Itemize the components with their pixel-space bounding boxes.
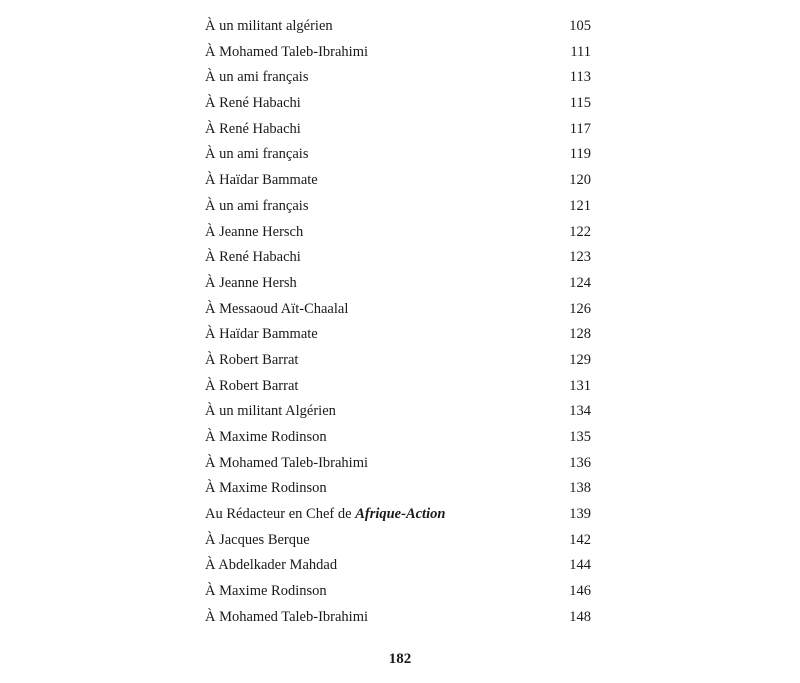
toc-entry-title-text: À Maxime Rodinson bbox=[205, 429, 327, 445]
toc-entry-title-text: À Haïdar Bammate bbox=[205, 326, 318, 343]
toc-entry-page: 124 bbox=[569, 274, 591, 291]
toc-entry-title-text: À Abdelkader Mahdad bbox=[205, 557, 338, 574]
toc-entry-page: 139 bbox=[569, 506, 591, 523]
toc-entry-title bbox=[205, 528, 559, 554]
table-of-contents bbox=[205, 14, 591, 631]
toc-entry-page: 148 bbox=[569, 608, 591, 625]
toc-entry-title bbox=[205, 297, 559, 323]
toc-entry-page: 115 bbox=[569, 95, 591, 112]
toc-entry-title bbox=[205, 245, 559, 271]
toc-entry-title bbox=[205, 271, 559, 297]
toc-entry-title bbox=[205, 220, 559, 246]
toc-entry bbox=[205, 142, 591, 168]
toc-entry-title-text: À Jacques Berque bbox=[205, 531, 310, 548]
toc-entry bbox=[205, 14, 591, 40]
toc-entry-page: 135 bbox=[569, 429, 591, 445]
toc-entry bbox=[205, 605, 591, 631]
toc-entry bbox=[205, 168, 591, 194]
toc-entry bbox=[205, 117, 591, 143]
toc-entry-page: 134 bbox=[569, 403, 591, 420]
toc-entry-title-text: À Maxime Rodinson bbox=[205, 480, 327, 497]
toc-entry bbox=[205, 91, 591, 117]
toc-entry bbox=[205, 322, 591, 348]
toc-entry-page: 144 bbox=[569, 557, 591, 574]
toc-entry-title-text: À Robert Barrat bbox=[205, 351, 299, 368]
toc-entry bbox=[205, 425, 591, 451]
toc-entry-page: 121 bbox=[569, 197, 591, 214]
toc-entry bbox=[205, 194, 591, 220]
toc-entry bbox=[205, 297, 591, 323]
toc-entry-title-emphasis: Afrique-Action bbox=[355, 506, 446, 523]
toc-entry-title bbox=[205, 40, 560, 66]
toc-entry-title-text: À Robert Barrat bbox=[205, 377, 299, 394]
toc-entry-title-text: À René Habachi bbox=[205, 249, 301, 266]
toc-entry-page: 131 bbox=[569, 377, 591, 394]
toc-entry-page: 122 bbox=[569, 223, 591, 240]
toc-entry-page: 120 bbox=[569, 172, 591, 189]
toc-entry-page: 111 bbox=[570, 43, 591, 60]
toc-entry-page: 129 bbox=[569, 351, 591, 368]
toc-entry-title bbox=[205, 399, 559, 425]
toc-entry-title bbox=[205, 476, 559, 502]
toc-entry-title-text: À un ami français bbox=[205, 146, 309, 163]
toc-entry bbox=[205, 40, 591, 66]
toc-entry-title bbox=[205, 451, 559, 477]
toc-entry bbox=[205, 476, 591, 502]
toc-entry-page: 113 bbox=[569, 69, 591, 86]
toc-entry-title bbox=[205, 605, 559, 631]
toc-entry-title bbox=[205, 374, 559, 400]
toc-entry-page: 128 bbox=[569, 326, 591, 343]
toc-entry-title bbox=[205, 142, 560, 168]
toc-entry-title bbox=[205, 553, 559, 579]
page-number: 182 bbox=[388, 651, 412, 667]
toc-entry-title bbox=[205, 322, 559, 348]
toc-entry-title bbox=[205, 579, 559, 605]
toc-entry bbox=[205, 502, 591, 528]
toc-entry-page: 138 bbox=[569, 480, 591, 497]
toc-entry-title-text: À Maxime Rodinson bbox=[205, 583, 327, 600]
toc-entry-page: 119 bbox=[569, 146, 591, 163]
toc-entry-title-text: À Mohamed Taleb-Ibrahimi bbox=[205, 454, 369, 471]
toc-entry bbox=[205, 220, 591, 246]
toc-entry bbox=[205, 451, 591, 477]
toc-entry-title bbox=[205, 194, 559, 220]
toc-entry-title-text: À Messaoud Aït-Chaalal bbox=[205, 300, 349, 317]
toc-entry bbox=[205, 65, 591, 91]
toc-entry-page: 123 bbox=[569, 249, 591, 266]
toc-entry-title bbox=[205, 425, 559, 451]
toc-entry-page: 136 bbox=[569, 454, 591, 471]
toc-entry-title bbox=[205, 117, 560, 143]
toc-entry-title bbox=[205, 348, 559, 374]
toc-entry bbox=[205, 399, 591, 425]
toc-entry-title-text: À un militant algérien bbox=[205, 18, 333, 34]
toc-entry-title-text: À Haïdar Bammate bbox=[205, 172, 318, 189]
toc-entry-title-text: À René Habachi bbox=[205, 120, 301, 137]
toc-entry-title-text: À Mohamed Taleb-Ibrahimi bbox=[205, 43, 369, 60]
toc-entry-title-text: Au Rédacteur en Chef de bbox=[205, 506, 356, 523]
toc-entry-title bbox=[205, 14, 559, 40]
toc-entry-title-text: À un ami français bbox=[205, 197, 309, 214]
toc-entry bbox=[205, 579, 591, 605]
toc-entry-title-text: À Jeanne Hersch bbox=[205, 223, 304, 240]
toc-entry-page: 105 bbox=[569, 18, 591, 34]
toc-entry bbox=[205, 553, 591, 579]
toc-entry bbox=[205, 374, 591, 400]
toc-entry-title bbox=[205, 502, 559, 528]
toc-entry-title-text: À un ami français bbox=[205, 69, 309, 86]
toc-entry bbox=[205, 245, 591, 271]
toc-entry-page: 146 bbox=[569, 583, 591, 600]
toc-entry-title bbox=[205, 91, 560, 117]
toc-entry-title-text: À René Habachi bbox=[205, 95, 301, 112]
toc-entry-title-text: À Jeanne Hersh bbox=[205, 274, 297, 291]
toc-entry-title bbox=[205, 65, 560, 91]
toc-entry-page: 126 bbox=[569, 300, 591, 317]
toc-entry-title-text: À un militant Algérien bbox=[205, 403, 336, 420]
toc-entry-title bbox=[205, 168, 559, 194]
toc-entry bbox=[205, 271, 591, 297]
toc-entry-page: 117 bbox=[569, 120, 591, 137]
toc-entry-page: 142 bbox=[569, 531, 591, 548]
toc-entry bbox=[205, 348, 591, 374]
toc-entry bbox=[205, 528, 591, 554]
toc-entry-title-text: À Mohamed Taleb-Ibrahimi bbox=[205, 608, 369, 625]
